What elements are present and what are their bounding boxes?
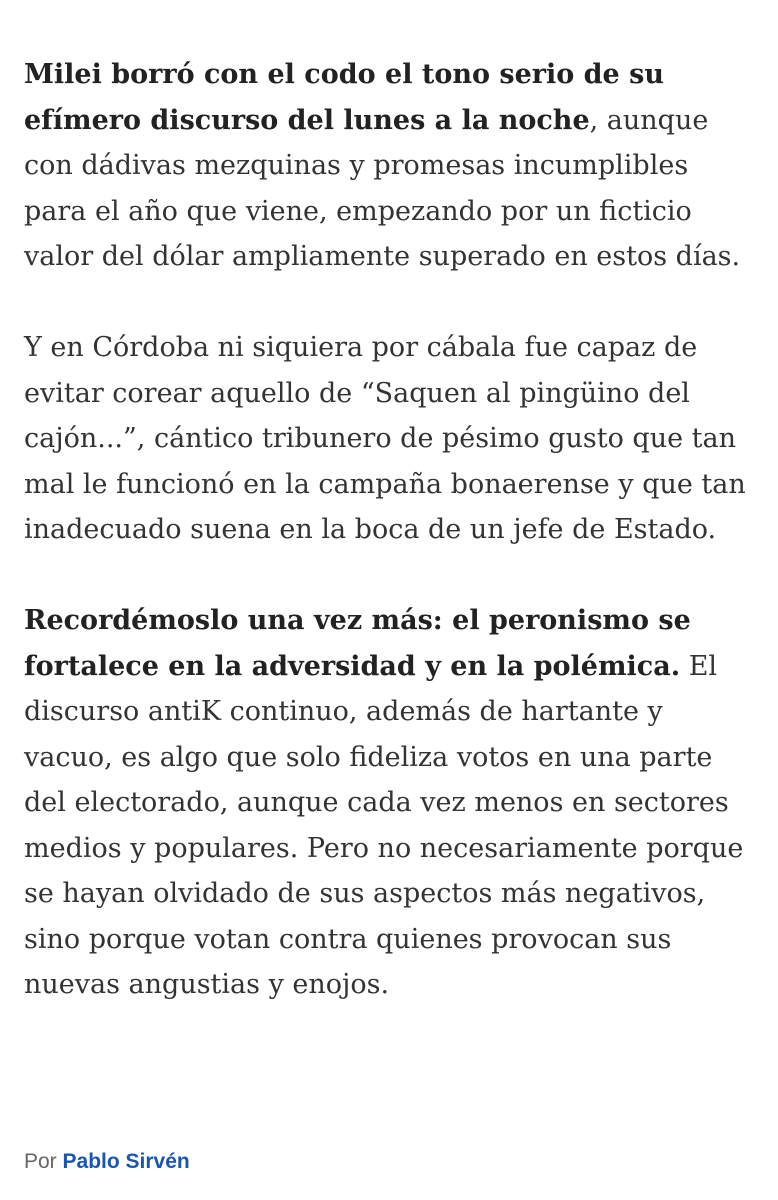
paragraph-1-text: , aunque con dádivas mezquinas y promesas incumplibles para el año que viene, empezando por un ficticio valor del dólar ampliamente superado en estos días. [24, 104, 741, 272]
paragraph-3 [24, 598, 754, 1008]
byline [24, 1147, 190, 1177]
author-link[interactable]: Pablo Sirvén [62, 1150, 190, 1173]
article-body [24, 52, 754, 1008]
paragraph-1 [24, 52, 754, 280]
paragraph-2-text: Y en Córdoba ni siquiera por cábala fue capaz de evitar corear aquello de “Saquen al pingüino del cajón...”, cántico tribunero de pésimo gusto que tan mal le funcionó en la campaña bonaerense y que tan inadecuado suena en la boca de un jefe de Estado. [24, 332, 746, 545]
byline-prefix: Por [24, 1150, 57, 1173]
paragraph-3-bold: Recordémoslo una vez más: el peronismo se fortalece en la adversidad y en la polémica. [24, 605, 691, 682]
paragraph-2 [24, 325, 754, 553]
paragraph-1-bold: Milei borró con el codo el tono serio de su efímero discurso del lunes a la noche [24, 59, 664, 136]
paragraph-3-text: El discurso antiK continuo, además de hartante y vacuo, es algo que solo fideliza votos en una parte del electorado, aunque cada vez menos en sectores medios y populares. Pero no necesariamente porque se hayan olvidado de sus aspectos más negativos, sino porque votan contra quienes provocan sus nuevas angustias y enojos. [24, 650, 744, 1000]
